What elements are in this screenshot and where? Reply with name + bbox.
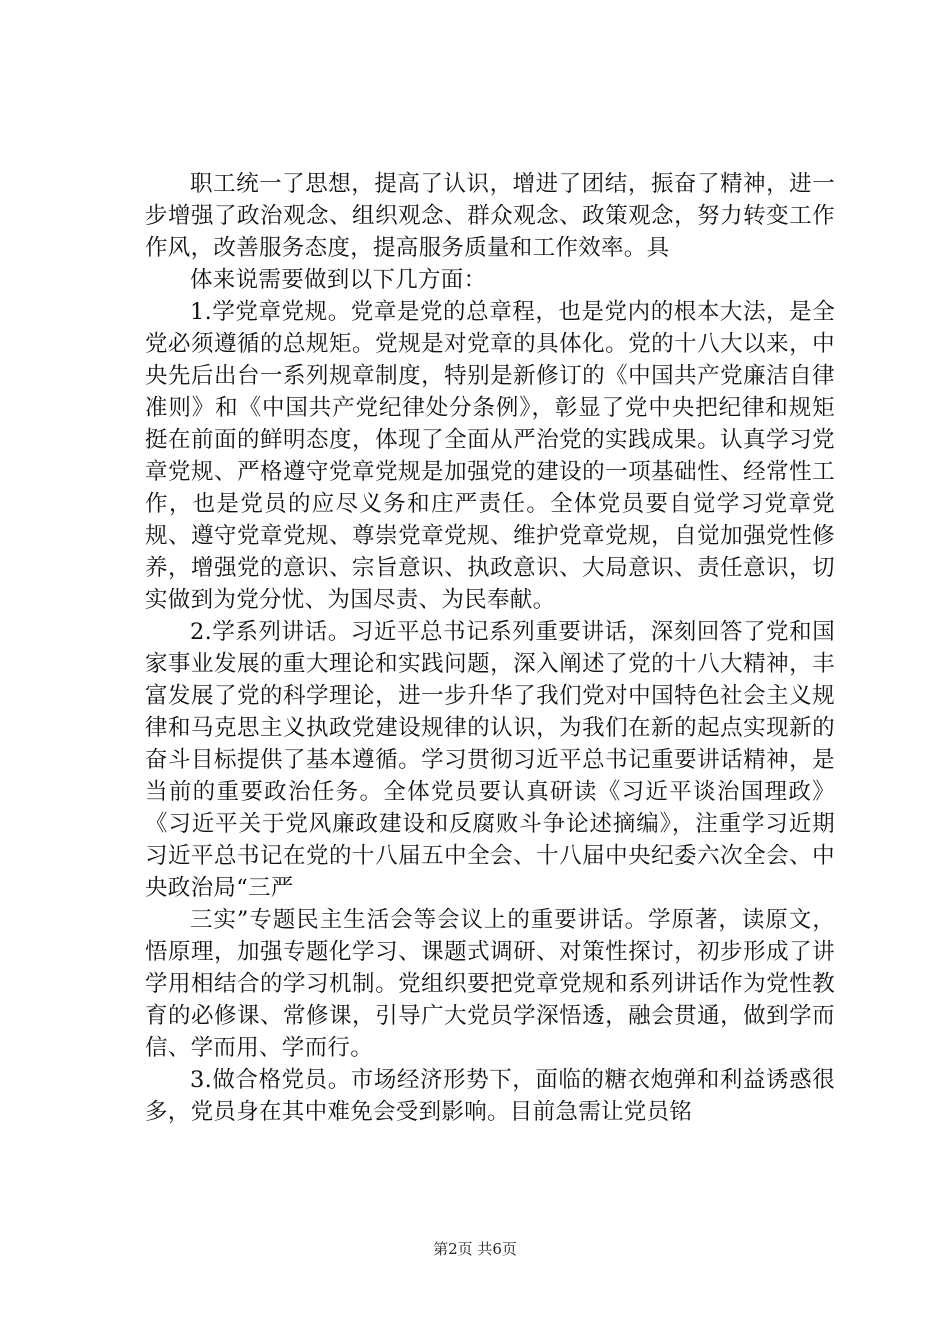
- paragraph-item-2-continued: 三实”专题民主生活会等会议上的重要讲话。学原著，读原文，悟原理，加强专题化学习、课题式调研、对策性探讨，初步形成了讲学用相结合的学习机制。党组织要把党章党规和系列讲话作为党性教育的必修课、常修课，引导广大党员学深悟透，融会贯通，做到学而信、学而用、学而行。: [145, 907, 835, 1061]
- paragraph-intro: 职工统一了思想，提高了认识，增进了团结，振奋了精神，进一步增强了政治观念、组织观念、群众观念、政策观念，努力转变工作作风，改善服务态度，提高服务质量和工作效率。具: [145, 171, 835, 261]
- paragraph-item-1: 1.学党章党规。党章是党的总章程，也是党内的根本大法，是全党必须遵循的总规矩。党规是对党章的具体化。党的十八大以来，中央先后出台一系列规章制度，特别是新修订的《中国共产党廉洁自律准则》和《中国共产党纪律处分条例》，彰显了党中央把纪律和规矩挺在前面的鲜明态度，体现了全面从严治党的实践成果。认真学习党章党规、严格遵守党章党规是加强党的建设的一项基础性、经常性工作，也是党员的应尽义务和庄严责任。全体党员要自觉学习党章党规、遵守党章党规、尊崇党章党规、维护党章党规，自觉加强党性修养，增强党的意识、宗旨意识、执政意识、大局意识、责任意识，切实做到为党分忧、为国尽责、为民奉献。: [145, 299, 835, 613]
- paragraph-item-2: 2.学系列讲话。习近平总书记系列重要讲话，深刻回答了党和国家事业发展的重大理论和实践问题，深入阐述了党的十八大精神，丰富发展了党的科学理论，进一步升华了我们党对中国特色社会主义规律和马克思主义执政党建设规律的认识，为我们在新的起点实现新的奋斗目标提供了基本遵循。学习贯彻习近平总书记重要讲话精神，是当前的重要政治任务。全体党员要认真研读《习近平谈治国理政》《习近平关于党风廉政建设和反腐败斗争论述摘编》，注重学习近期习近平总书记在党的十八届五中全会、十八届中央纪委六次全会、中央政治局“三严: [145, 619, 835, 901]
- paragraph-aspects-lead: 体来说需要做到以下几方面：: [190, 267, 487, 293]
- page-footer: 第2页 共6页: [433, 1240, 517, 1258]
- document-body: [145, 168, 835, 1128]
- paragraph-item-3: 3.做合格党员。市场经济形势下，面临的糖衣炮弹和利益诱惑很多，党员身在其中难免会受到影响。目前急需让党员铭: [145, 1067, 835, 1125]
